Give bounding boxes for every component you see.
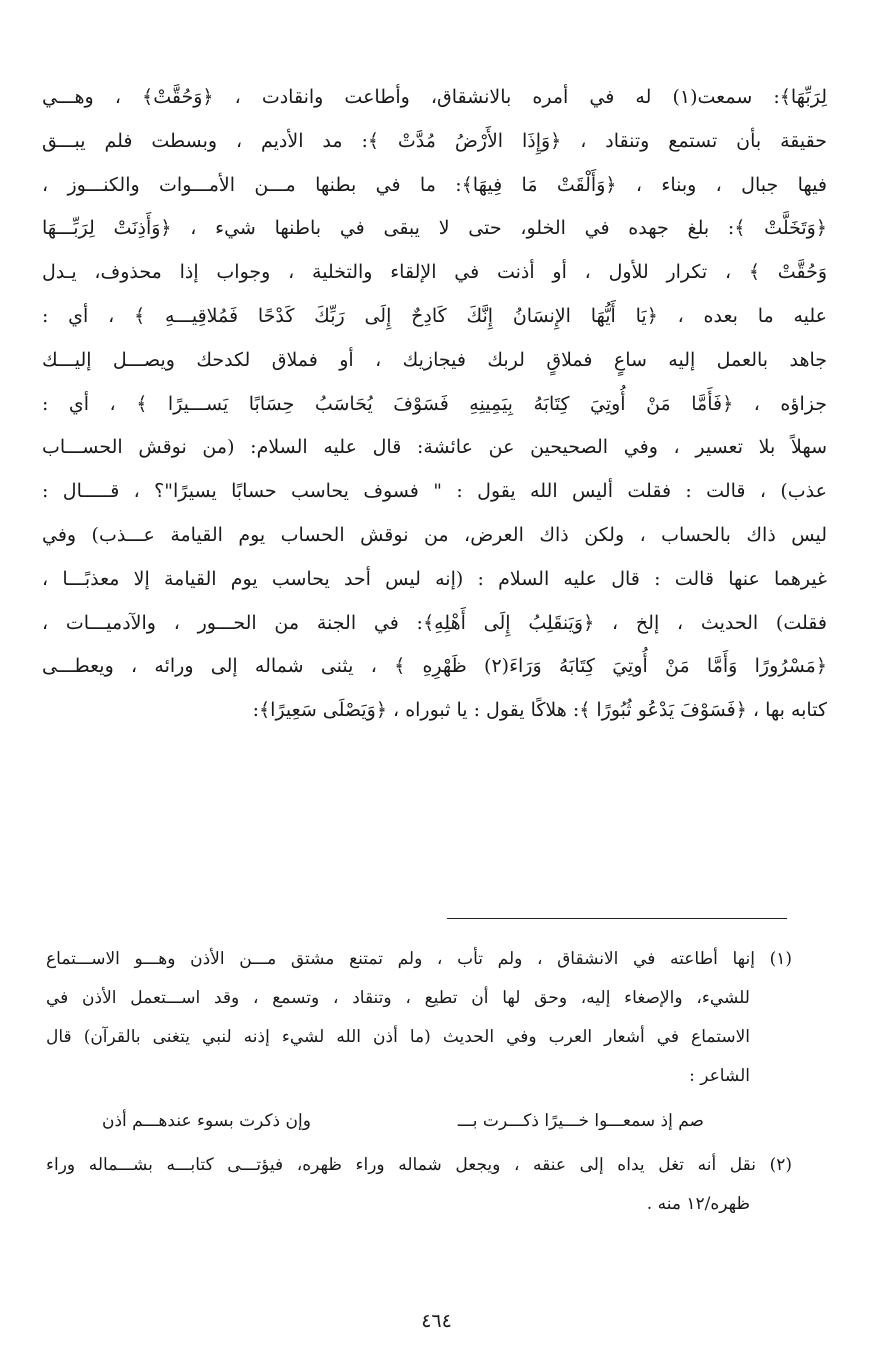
main-text-line: سهلاً بلا تعسير ، وفي الصحيحين عن عائشة: قال عليه السلام: (من نوقش الحســـاب <box>42 436 827 459</box>
verse-right-hemistich: صم إذ سمعـــوا خـــيرًا ذكـــرت بـــ <box>457 1111 704 1131</box>
main-text-line: وَحُقَّتْ ﴾ ، تكرار للأول ، أو أذنت في الإلقاء والتخلية ، وجواب إذا محذوف، يـدل <box>42 261 827 284</box>
poetry-verse <box>46 1096 792 1146</box>
footnote-2-line: (٢) نقل أنه تغل يداه إلى عنقه ، ويجعل شماله وراء ظهره، فيؤتـــى كتابـــه بشـــماله وراء <box>46 1155 792 1175</box>
verse-left-hemistich: وإن ذكرت بسوء عندهـــم أذن <box>102 1111 311 1131</box>
main-text-line: حقيقة بأن تستمع وتنقاد ، ﴿وَإِذَا الأَرْضُ مُدَّتْ ﴾: مد الأديم ، وبسطت فلم يبـــق <box>42 129 827 152</box>
main-text-line: كتابه بها ، ﴿فَسَوْفَ يَدْعُو ثُبُورًا ﴾: هلاكًا يقول : يا ثبوراه ، ﴿وَيَصْلَى سَعِيرًا﴾: <box>252 699 827 722</box>
main-text-line: فيها جبال ، وبناء ، ﴿وَأَلْقَتْ مَا فِيهَا﴾: ما في بطنها مـــن الأمـــوات والكنـــوز ، <box>42 173 827 196</box>
main-text-line: ﴿مَسْرُورًا وَأَمَّا مَنْ أُوتِيَ كِتَابَهُ وَرَاءَ(٢) ظَهْرِهِ ﴾ ، يثنى شماله إلى ورائه ، ويعطـــى <box>42 655 827 678</box>
footnote-divider <box>447 918 787 919</box>
page-number: ٤٦٤ <box>421 1310 452 1332</box>
main-text-line: فقلت) الحديث ، إلخ ، ﴿وَيَنقَلِبُ إِلَى أَهْلِهِ﴾: في الجنة من الحـــور ، والآدميـــات ، <box>42 611 827 634</box>
main-text-line: جزاؤه ، ﴿فَأَمَّا مَنْ أُوتِيَ كِتَابَهُ بِيَمِينِهِ فَسَوْفَ يُحَاسَبُ حِسَابًا يَســـيرًا ﴾ ، أي : <box>42 392 827 415</box>
footnote-1-line: للشيء، والإصغاء إليه، وحق لها أن تطيع ، وتنقاد ، وتسمع ، وقد اســـتعمل الأذن في <box>46 988 750 1008</box>
main-text-line: عليه ما بعده ، ﴿يَا أَيُّهَا الإِنسَانُ إِنَّكَ كَادِحٌ إِلَى رَبِّكَ كَدْحًا فَمُلاقِيـــهِ ﴾ ، أي : <box>42 304 827 327</box>
main-text-line: ليس ذاك بالحساب ، ولكن ذاك العرض، من نوقش الحساب يوم القيامة عـــذب) وفي <box>42 523 827 546</box>
footnote-1-line: الشاعر : <box>689 1066 750 1086</box>
main-text-line: لِرَبِّهَا﴾: سمعت(١) له في أمره بالانشقاق، وأطاعت وانقادت ، ﴿وَحُقَّتْ﴾ ، وهـــي <box>42 86 827 108</box>
main-text-block <box>42 76 827 733</box>
footnote-2-line: ظهره/١٢ منه . <box>646 1194 750 1214</box>
main-text-line: غيرهما عنها قالت : قال عليه السلام : (إنه ليس أحد يحاسب يوم القيامة إلا معذبًـــا ، <box>42 567 827 590</box>
footnote-1-line: الاستماع في أشعار العرب وفي الحديث (ما أذن الله لشيء إذنه لنبي يتغنى بالقرآن) قال <box>46 1027 750 1047</box>
footnotes-block <box>46 940 792 1224</box>
main-text-line: عذب) ، قالت : فقلت أليس الله يقول : " فسوف يحاسب حسابًا يسيرًا"؟ ، قـــــال : <box>42 480 827 503</box>
main-text-line: ﴿وَتَخَلَّتْ ﴾: بلغ جهده في الخلو، حتى لا يبقى في باطنها شيء ، ﴿وَأَذِنَتْ لِرَبِّـــهَا <box>42 217 827 240</box>
footnote-1-line: (١) إنها أطاعته في الانشقاق ، ولم تأب ، ولم تمتنع مشتق مـــن الأذن وهـــو الاســـتماع <box>46 949 792 969</box>
main-text-line: جاهد بالعمل إليه ساعٍ فملاقٍ لربك فيجازيك ، أو فملاق لكدحك ويصـــل إليـــك <box>42 348 827 371</box>
